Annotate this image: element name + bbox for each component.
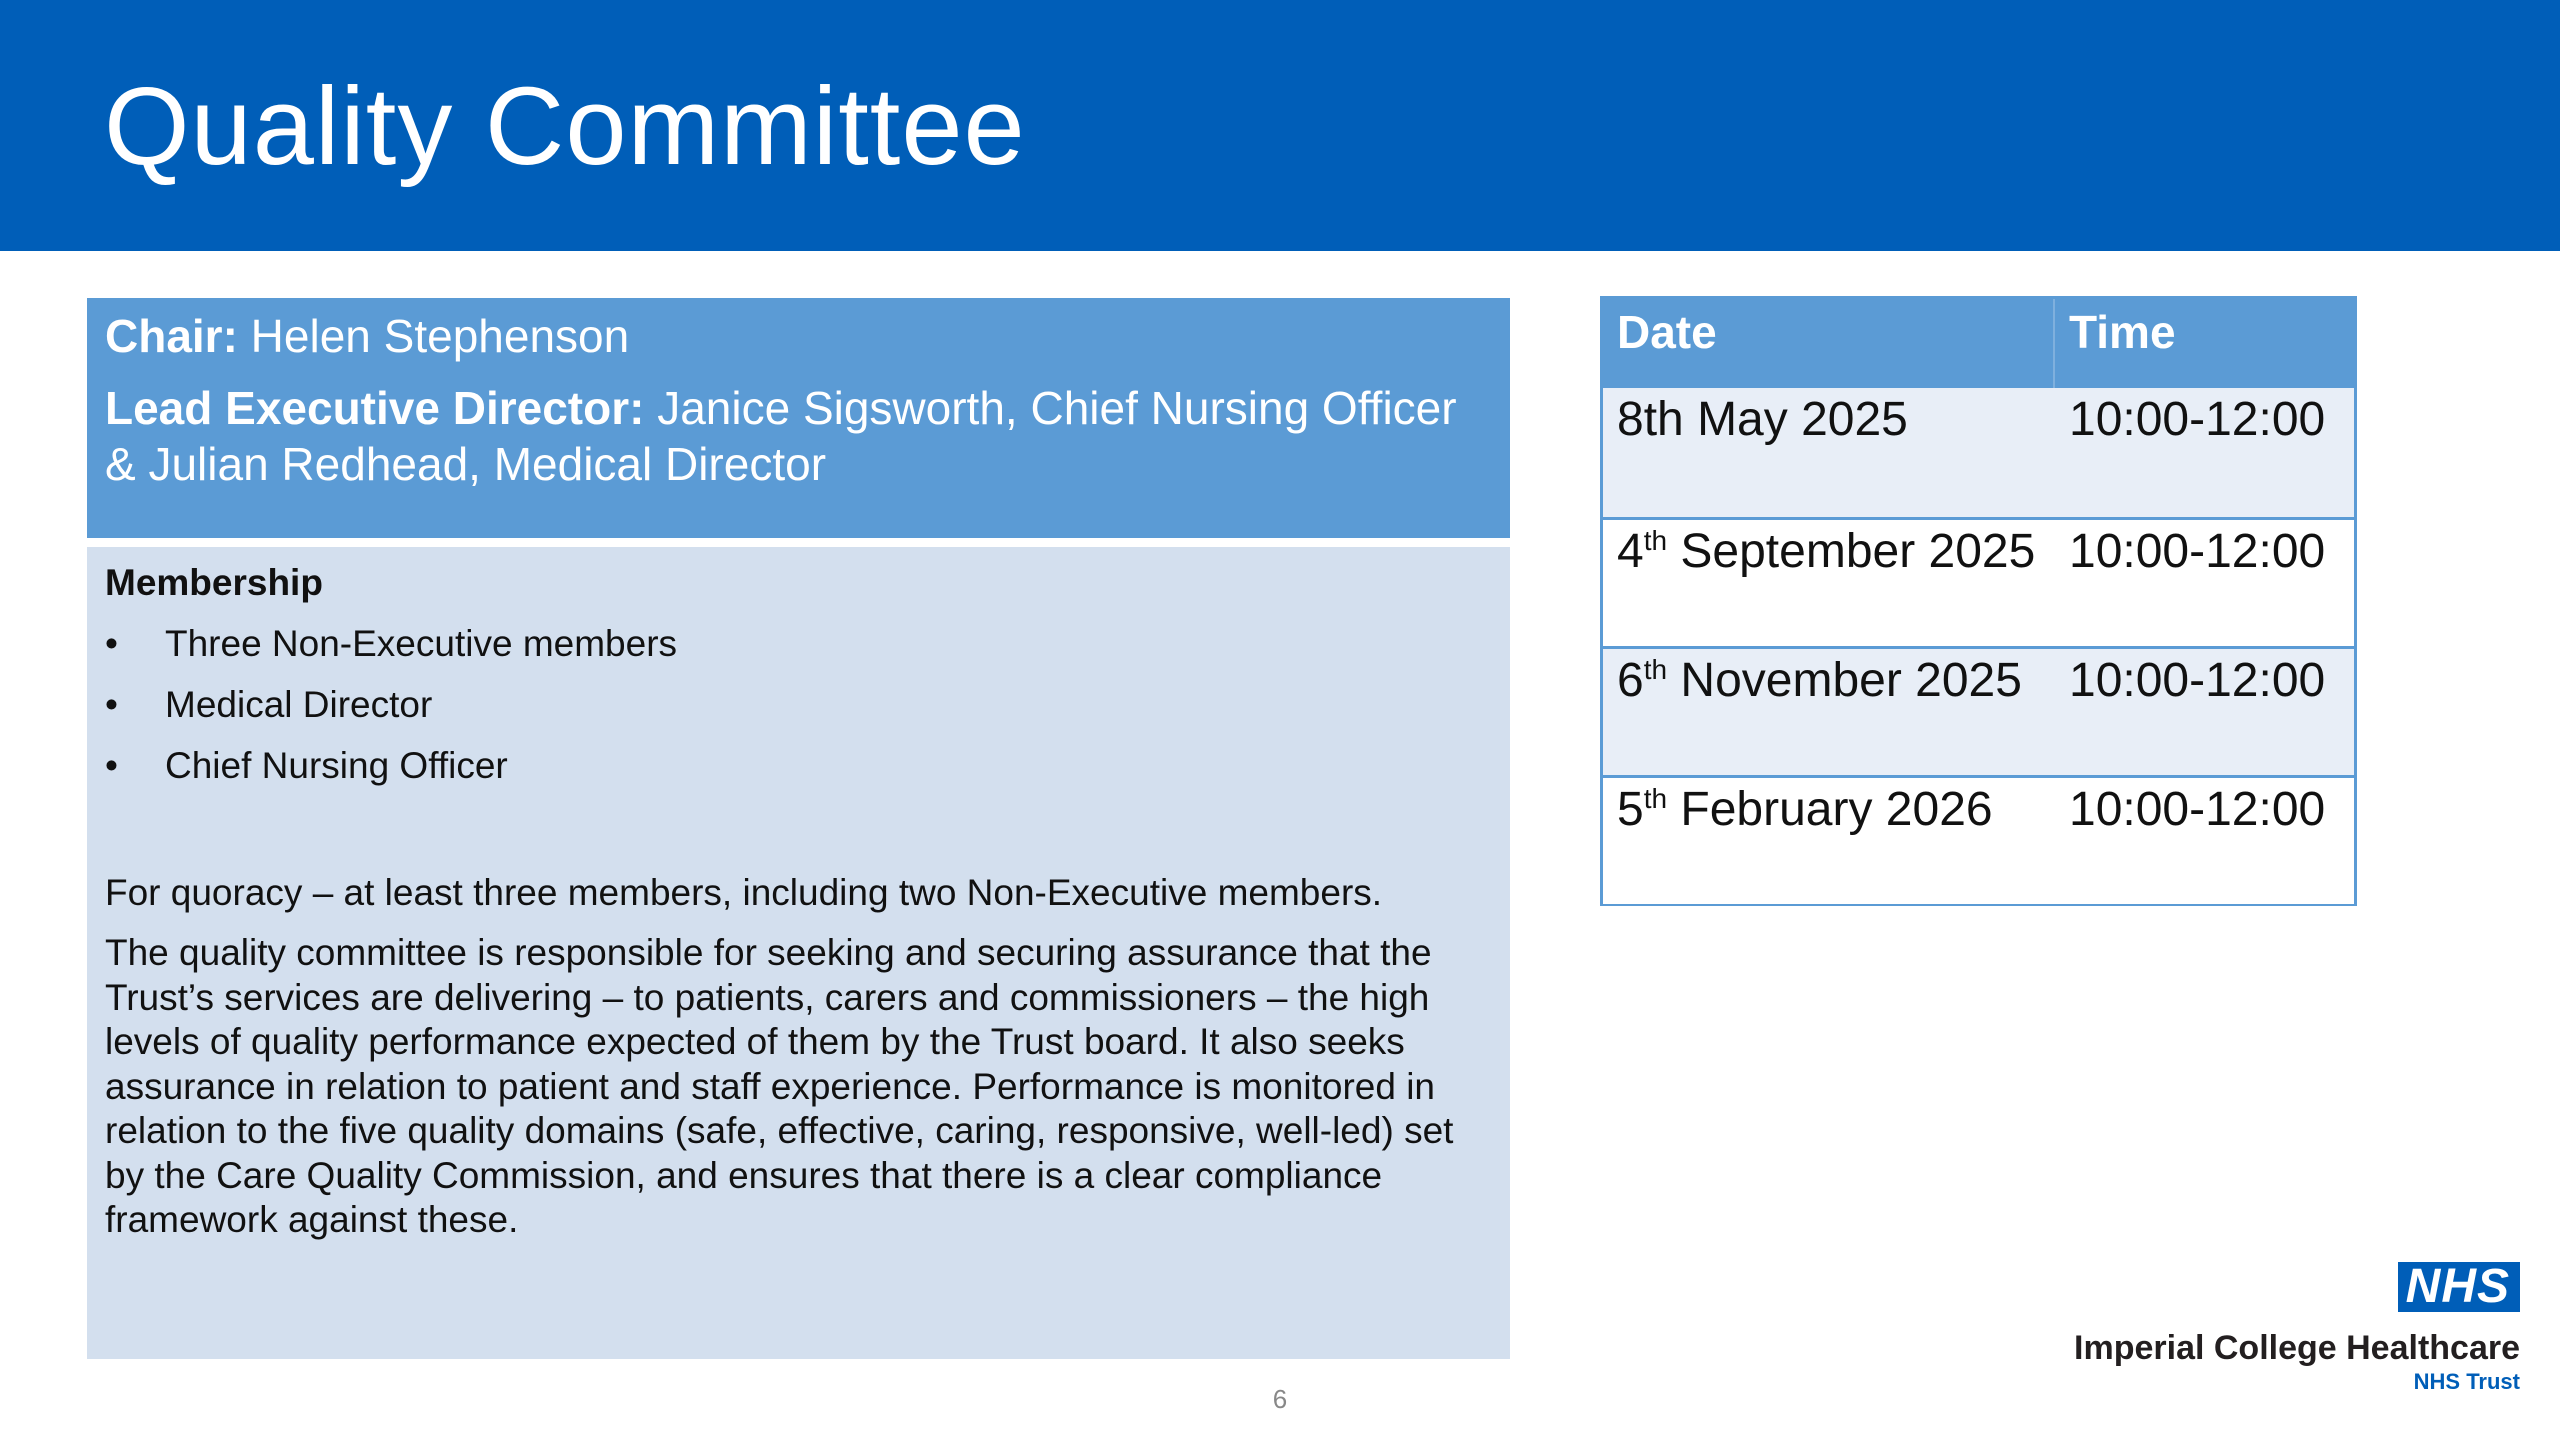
membership-item-label: Three Non-Executive members <box>165 623 678 664</box>
chair-label: Chair: <box>105 310 238 362</box>
membership-item-label: Medical Director <box>165 684 433 725</box>
membership-heading: Membership <box>105 562 323 603</box>
meeting-date <box>1603 520 2055 646</box>
lead-director-label: Lead Executive Director: <box>105 382 645 434</box>
meeting-date <box>1603 388 2055 517</box>
bullet-icon: • <box>105 745 118 786</box>
table-row <box>1603 646 2354 775</box>
meeting-time: 10:00-12:00 <box>2069 654 2326 707</box>
nhs-trust-logo <box>2074 1262 2520 1396</box>
date-month-year: September 2025 <box>1667 525 2036 578</box>
page-title: Quality Committee <box>104 65 1026 188</box>
membership-item-label: Chief Nursing Officer <box>165 745 508 786</box>
organisation-subtitle: NHS Trust <box>2413 1369 2520 1394</box>
meeting-time: 10:00-12:00 <box>2069 525 2326 578</box>
quoracy-text: For quoracy – at least three members, including two Non-Executive members. <box>105 872 1383 913</box>
list-item <box>105 735 1492 796</box>
chair-name: Helen Stephenson <box>237 310 630 362</box>
nhs-logo-icon: NHS <box>2398 1262 2520 1312</box>
lead-director-value: Janice Sigsworth, Chief Nursing Officer & Julian Redhead, Medical Director <box>105 382 1457 490</box>
meeting-date <box>1603 778 2055 904</box>
date-month-year: May 2025 <box>1683 393 1908 446</box>
date-month-year: November 2025 <box>1667 654 2022 707</box>
date-day: 5 <box>1617 783 1644 836</box>
membership-panel <box>87 547 1510 1359</box>
organisation-name: Imperial College Healthcare <box>2074 1329 2520 1367</box>
table-header-row <box>1603 299 2354 388</box>
page-number: 6 <box>1272 1384 1288 1414</box>
time-column-header: Time <box>2069 306 2176 358</box>
date-suffix: th <box>1643 525 1668 556</box>
meeting-schedule-table <box>1600 296 2357 906</box>
list-item <box>105 613 1492 674</box>
date-column-header: Date <box>1603 299 2055 388</box>
chair-panel <box>87 298 1510 538</box>
table-row <box>1603 388 2354 517</box>
meeting-time: 10:00-12:00 <box>2069 393 2326 446</box>
date-day: 8th <box>1617 393 1684 446</box>
table-row <box>1603 775 2354 904</box>
table-row <box>1603 517 2354 646</box>
date-day: 6 <box>1617 654 1644 707</box>
bullet-icon: • <box>105 684 118 725</box>
header-banner <box>0 0 2560 251</box>
date-suffix: th <box>1643 654 1668 685</box>
lead-director-line <box>105 380 1492 492</box>
bullet-icon: • <box>105 623 118 664</box>
chair-line <box>105 308 1492 364</box>
date-month-year: February 2026 <box>1667 783 1993 836</box>
committee-description: The quality committee is responsible for seeking and securing assurance that the Trust’s services are delivering – to patients, carers and commissioners – the high levels of quality performance expected of them by the Trust board. It also seeks assurance in relation to patient and staff experience. Performance is monitored in relation to the five quality domains (safe, effective, caring, responsive, well-led) set by the Care Quality Commission, and ensures that there is a clear compliance framework against these. <box>105 932 1454 1240</box>
meeting-date <box>1603 649 2055 775</box>
date-day: 4 <box>1617 525 1644 578</box>
meeting-time: 10:00-12:00 <box>2069 783 2326 836</box>
list-item <box>105 674 1492 735</box>
date-suffix: th <box>1643 783 1668 814</box>
membership-list <box>105 613 1492 796</box>
